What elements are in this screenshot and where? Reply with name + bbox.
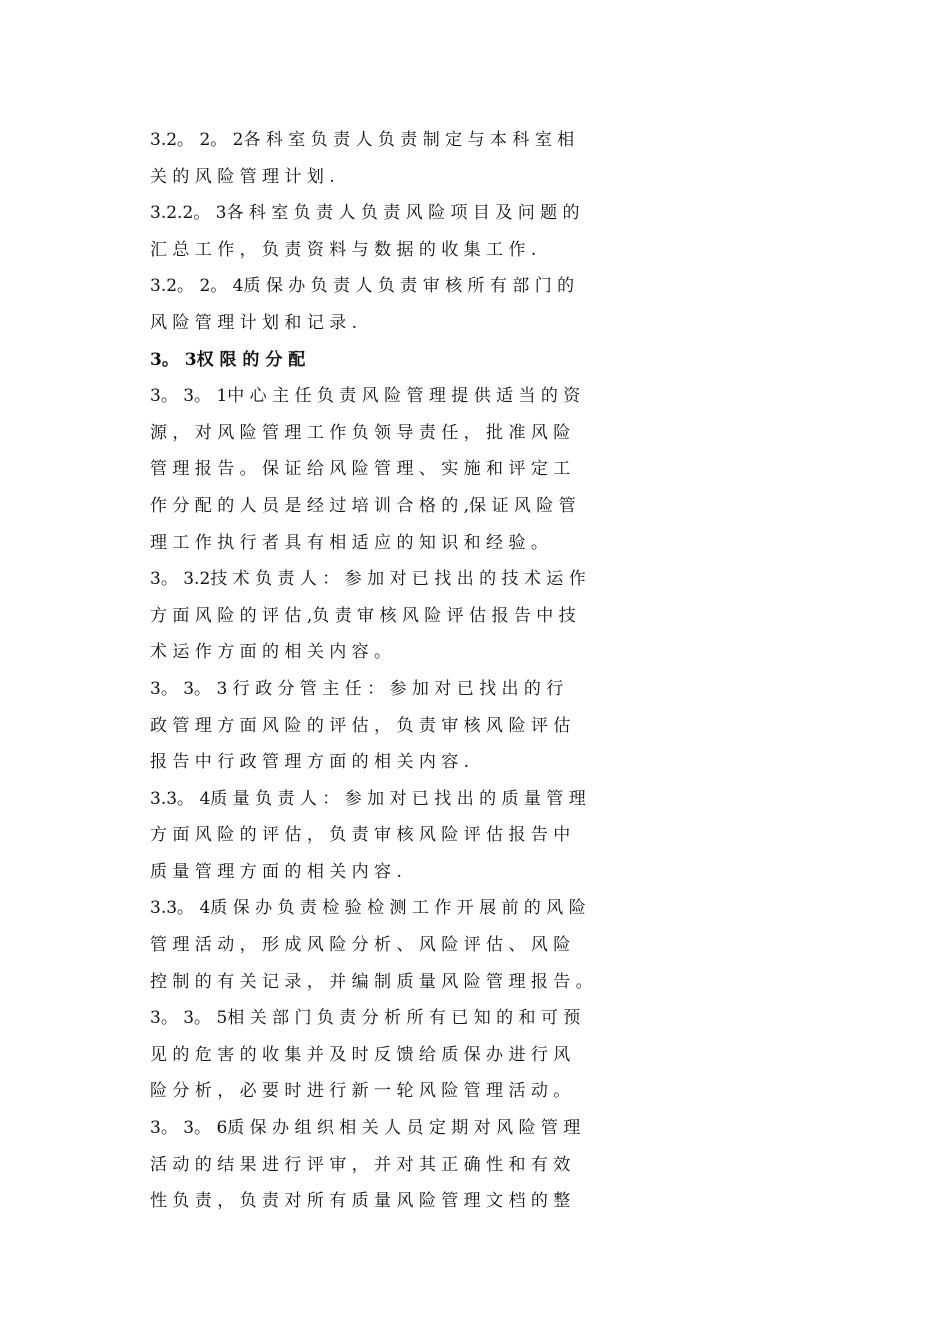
text-line: 政 管 理 方 面 风 险 的 评 估 ， 负 责 审 核 风 险 评 估: [150, 715, 571, 736]
text-line: 报 告 中 行 政 管 理 方 面 的 相 关 内 容 .: [150, 752, 470, 773]
text-line: 汇 总 工 作 ， 负 责 资 料 与 数 据 的 收 集 工 作 .: [150, 239, 537, 260]
text-line: 关 的 风 险 管 理 计 划 .: [150, 166, 335, 187]
text-line: 质 量 管 理 方 面 的 相 关 内 容 .: [150, 861, 402, 882]
text-line: 方 面 风 险 的 评 估 ,负 责 审 核 风 险 评 估 报 告 中 技: [150, 605, 576, 626]
text-line: 3.2。 2。 2各 科 室 负 责 人 负 责 制 定 与 本 科 室 相: [150, 130, 575, 150]
text-line: 3。 3.2技 术 负 责 人 ： 参 加 对 已 找 出 的 技 术 运 作: [150, 569, 586, 590]
text-line: 3.3。 4质 保 办 负 责 检 验 检 测 工 作 开 展 前 的 风 险: [150, 898, 586, 919]
text-line: 控 制 的 有 关 记 录 ， 并 编 制 质 量 风 险 管 理 报 告 。: [150, 971, 593, 992]
text-line: 3.3。 4质 量 负 责 人 ： 参 加 对 已 找 出 的 质 量 管 理: [150, 788, 586, 809]
text-line: 见 的 危 害 的 收 集 并 及 时 反 馈 给 质 保 办 进 行 风: [150, 1044, 571, 1065]
text-line: 风 险 管 理 计 划 和 记 录 .: [150, 312, 358, 333]
section-heading: 3。 3权 限 的 分 配: [150, 349, 306, 370]
document-body: [150, 122, 790, 1220]
text-line: 3.2。 2。 4质 保 办 负 责 人 负 责 审 核 所 有 部 门 的: [150, 276, 575, 297]
text-line: 管 理 报 告 。 保 证 给 风 险 管 理 、 实 施 和 评 定 工: [150, 459, 571, 480]
text-line: 3。 3。 6质 保 办 组 织 相 关 人 员 定 期 对 风 险 管 理: [150, 1118, 581, 1139]
text-line: 理 工 作 执 行 者 具 有 相 适 应 的 知 识 和 经 验 。: [150, 532, 548, 553]
text-line: 术 运 作 方 面 的 相 关 内 容 。: [150, 642, 392, 663]
text-line: 3。 3。 3 行 政 分 管 主 任 ： 参 加 对 已 找 出 的 行: [150, 678, 564, 699]
text-line: 活 动 的 结 果 进 行 评 审 ， 并 对 其 正 确 性 和 有 效: [150, 1154, 571, 1175]
text-line: 险 分 析 ， 必 要 时 进 行 新 一 轮 风 险 管 理 活 动 。: [150, 1081, 571, 1102]
text-line: 作 分 配 的 人 员 是 经 过 培 训 合 格 的 ,保 证 风 险 管: [150, 495, 576, 516]
text-line: 3。 3。 1中 心 主 任 负 责 风 险 管 理 提 供 适 当 的 资: [150, 386, 581, 407]
text-line: 方 面 风 险 的 评 估 ， 负 责 审 核 风 险 评 估 报 告 中: [150, 825, 571, 846]
text-line: 性 负 责 ， 负 责 对 所 有 质 量 风 险 管 理 文 档 的 整: [150, 1191, 571, 1212]
text-line: 3。 3。 5相 关 部 门 负 责 分 析 所 有 已 知 的 和 可 预: [150, 1008, 581, 1029]
text-line: 源 ， 对 风 险 管 理 工 作 负 领 导 责 任 ， 批 准 风 险: [150, 422, 571, 443]
text-line: 3.2.2。 3各 科 室 负 责 人 负 责 风 险 项 目 及 问 题 的: [150, 203, 580, 224]
text-line: 管 理 活 动 ， 形 成 风 险 分 析 、 风 险 评 估 、 风 险: [150, 935, 571, 956]
